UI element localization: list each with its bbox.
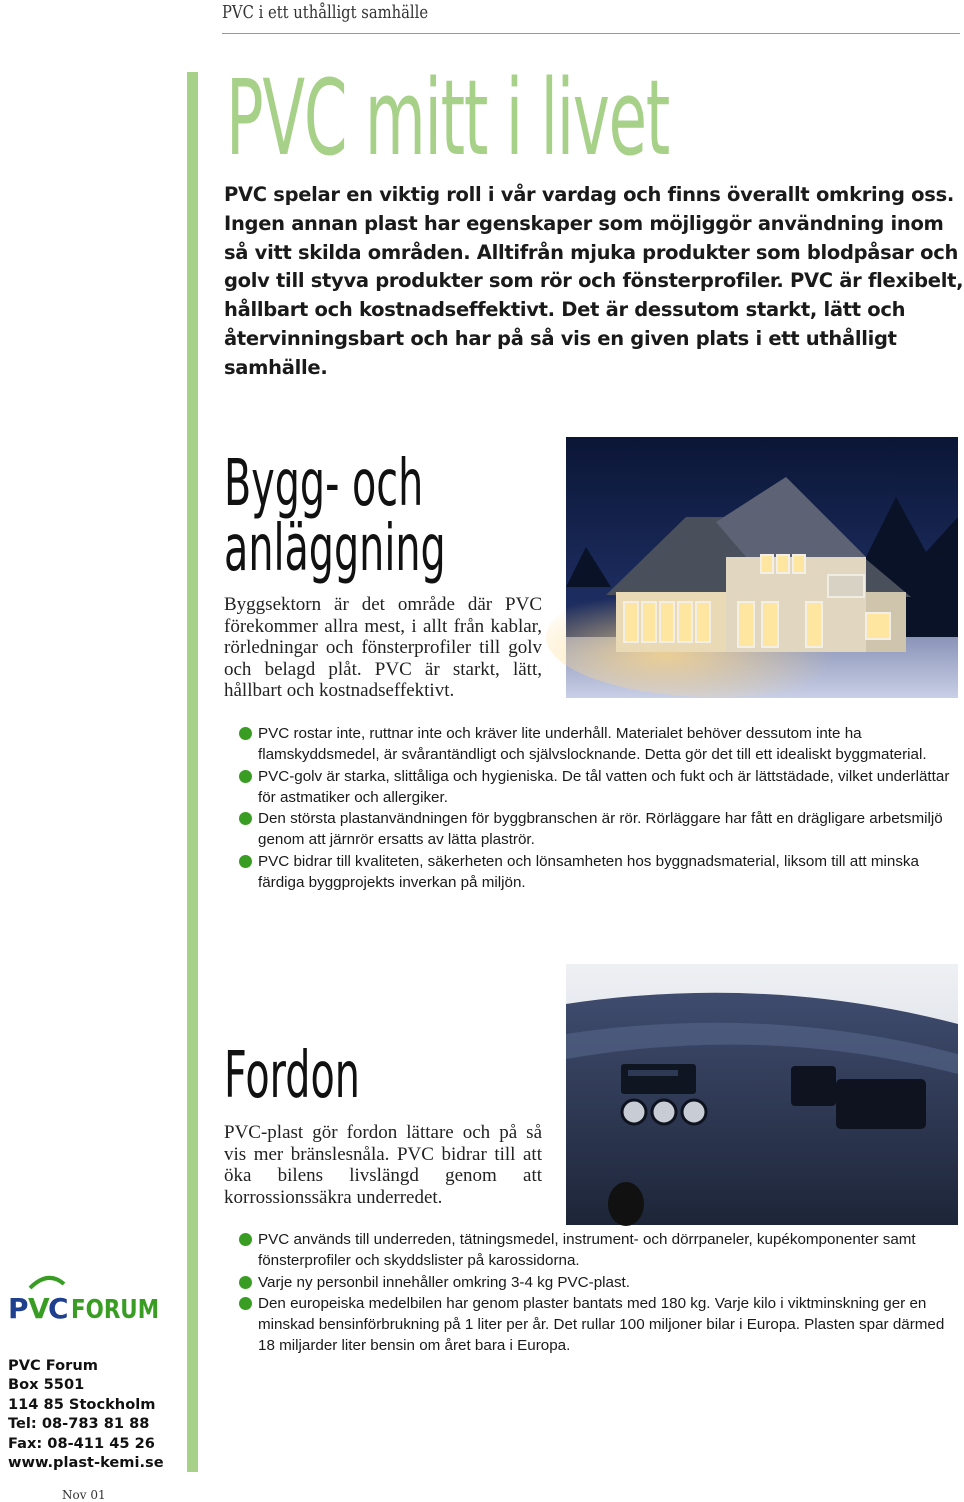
section-desc-fordon: PVC-plast gör fordon lättare och på så vis mer bränslesnåla. PVC bidrar till att öka bilens livslängd genom att korrossionssäkra underredet. (224, 1122, 542, 1208)
svg-text:V: V (28, 1292, 50, 1325)
list-item: PVC-golv är starka, slittåliga och hygieniska. De tål vatten och fukt och är lättstädade, vilket underlättar för astmatiker och allergiker. (238, 766, 960, 809)
contact-tel: Tel: 08-783 81 88 (8, 1415, 150, 1433)
list-item: PVC rostar inte, ruttnar inte och kräver lite underhåll. Materialet behöver dessutom inte ha flamskyddsmedel, är svårantändligt och självslocknande. Detta gör det till ett idealiskt byggmaterial. (238, 723, 960, 766)
issue-date: Nov 01 (62, 1488, 106, 1502)
bullet-dot-icon (239, 1233, 252, 1246)
svg-text:FORUM: FORUM (71, 1295, 159, 1325)
section-desc-bygg: Byggsektorn är det område där PVC förekommer allra mest, i allt från kablar, rörledningar och fönsterprofiler till golv och belagd plåt. PVC är starkt, lätt, hållbart och kostnadseffektivt. (224, 594, 542, 702)
house-photo (566, 437, 958, 698)
section-title-bygg-line1: Bygg- och (224, 447, 424, 521)
bullet-list-bygg (238, 723, 960, 893)
car-dashboard-illustration (566, 964, 958, 1225)
contact-name: PVC Forum (8, 1357, 98, 1374)
accent-bar (187, 72, 198, 1472)
list-item: Varje ny personbil innehåller omkring 3-4 kg PVC-plast. (238, 1272, 960, 1293)
bullet-dot-icon (239, 1276, 252, 1289)
bullet-dot-icon (239, 812, 252, 825)
pvc-forum-logo (8, 1276, 160, 1324)
page-title: PVC mitt i livet (226, 57, 670, 179)
bullet-dot-icon (239, 1297, 252, 1310)
running-header: PVC i ett uthålligt samhälle (222, 2, 429, 23)
bullet-dot-icon (239, 855, 252, 868)
section-title-fordon: Fordon (224, 1039, 360, 1113)
bullet-list-fordon (238, 1229, 960, 1357)
header-rule (222, 33, 960, 34)
contact-web[interactable]: www.plast-kemi.se (8, 1454, 164, 1472)
svg-text:P: P (8, 1292, 29, 1325)
bullet-dot-icon (239, 727, 252, 740)
pvc-forum-logo-icon (8, 1276, 160, 1324)
list-item: Den europeiska medelbilen har genom plaster bantats med 180 kg. Varje kilo i viktminskning ger en minskad bensinförbrukning på 1 liter per år. Det rullar 100 miljoner bilar i Europa. Plasten spar därmed 18 miljarder liter bensin om året bara i Europa. (238, 1293, 960, 1357)
contact-fax: Fax: 08-411 45 26 (8, 1434, 155, 1452)
svg-text:C: C (48, 1292, 69, 1325)
section-title-bygg (224, 447, 446, 586)
section-title-bygg-line2: anläggning (224, 512, 446, 586)
list-item: PVC används till underreden, tätningsmedel, instrument- och dörrpaneler, kupékomponenter samt fönsterprofiler och skyddslister på karossidorna. (238, 1229, 960, 1272)
list-item: PVC bidrar till kvaliteten, säkerheten och lönsamheten hos byggnadsmaterial, liksom till att minska färdiga byggprojekts inverkan på miljön. (238, 851, 960, 894)
house-illustration (566, 437, 958, 698)
list-item: Den största plastanvändningen för byggbranschen är rör. Rörläggare har fått en drägligare arbetsmiljö genom att järnrör ersatts av lätta plaströr. (238, 808, 960, 851)
contact-block (8, 1356, 164, 1472)
contact-box: Box 5501 (8, 1376, 85, 1394)
intro-paragraph: PVC spelar en viktig roll i vår vardag och finns överallt omkring oss. Ingen annan plast har egenskaper som möjliggör användning inom så vitt skilda områden. Alltifrån mjuka produkter som blodpåsar och golv till styva produkter som rör och fönsterprofiler. PVC är flexibelt, hållbart och kostnadseffektivt. Det är dessutom starkt, lätt och återvinningsbart och har på så vis en given plats i ett uthålligt samhälle. (224, 183, 964, 379)
bullet-dot-icon (239, 770, 252, 783)
contact-city: 114 85 Stockholm (8, 1395, 156, 1413)
car-photo (566, 964, 958, 1225)
